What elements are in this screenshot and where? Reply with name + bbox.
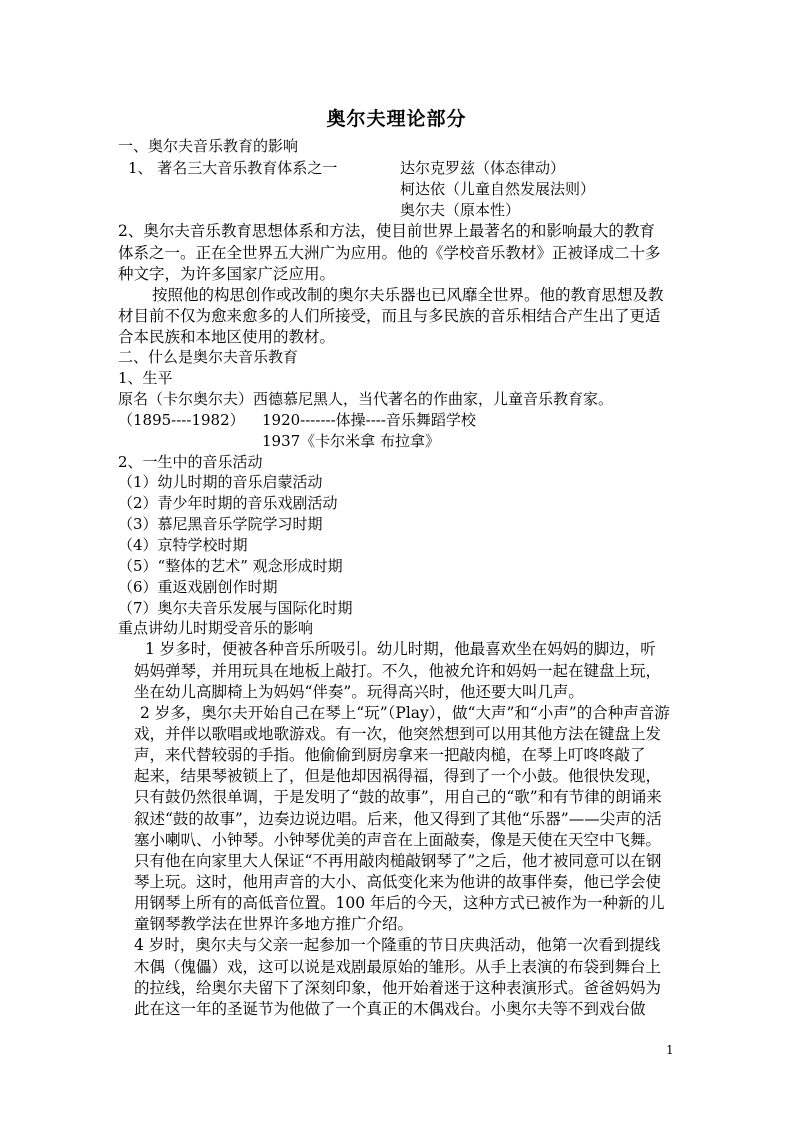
para-age2-line: 用钢琴上所有的高低音位置。100 年后的今天，这种方式已被作为一种新的儿 (134, 894, 665, 912)
para2-line: 种文字，为许多国家广泛应用。 (118, 265, 336, 283)
page-title: 奥尔夫理论部分 (326, 108, 467, 130)
birth-death-years: （1895----1982） (118, 411, 245, 429)
para-age2-line: 塞小喇叭、小钟琴。小钟琴优美的声音在上面敲奏，像是天使在天空中飞舞。 (134, 831, 662, 849)
para-age1-line: 妈妈弹琴，并用玩具在地板上敲打。不久，他被允许和妈妈一起在键盘上玩， (134, 662, 662, 680)
para-age2-line: 琴上玩。这时，他用声音的大小、高低变化来为他讲的故事伴奏，他已学会使 (134, 873, 662, 891)
event-1937: 1937《卡尔米拿 布拉拿》 (262, 432, 440, 450)
para-age4-line: 木偶（傀儡）戏，这可以说是戏剧最原始的雏形。从手上表演的布袋到舞台上 (134, 958, 662, 976)
para3-line: 材目前不仅为愈来愈多的人们所接受，而且与多民族的音乐相结合产生出了更适 (118, 307, 661, 325)
activity-item: （2）青少年时期的音乐戏剧活动 (118, 494, 338, 512)
para-age2-line: 声，来代替较弱的手指。他偷偷到厨房拿来一把敲肉槌，在琴上叮咚咚敲了 (134, 746, 646, 764)
system-kodaly: 柯达依（儿童自然发展法则） (400, 180, 596, 198)
para-age2-line: 叙述“鼓的故事”，边奏边说边唱。后来，他又得到了其他“乐器”——尖声的活 (134, 810, 662, 828)
system-orff: 奥尔夫（原本性） (400, 201, 521, 219)
section2-sub1: 1、生平 (118, 369, 173, 387)
section2-sub2: 2、一生中的音乐活动 (118, 453, 263, 471)
para-age4-line: 4 岁时，奥尔夫与父亲一起参加一个隆重的节日庆典活动，他第一次看到提线 (134, 936, 661, 954)
focus-heading: 重点讲幼儿时期受音乐的影响 (118, 619, 314, 637)
activity-item: （4）京特学校时期 (118, 536, 248, 554)
para-age2-line: 只有他在向家里大人保证“不再用敲肉槌敲钢琴了”之后，他才被同意可以在钢 (134, 852, 662, 870)
para-age1-line: 坐在幼儿高脚椅上为妈妈“伴奏”。玩得高兴时，他还要大叫几声。 (134, 683, 584, 701)
event-1920: 1920-------体操----音乐舞蹈学校 (262, 411, 476, 429)
page-number: 1 (666, 1043, 674, 1057)
activity-item: （6）重返戏剧创作时期 (118, 578, 278, 596)
para-age2-line: 起来，结果琴被锁上了，但是他却因祸得福，得到了一个小鼓。他很快发现， (134, 767, 662, 785)
para-age2-line: 2 岁多，奥尔夫开始自己在琴上“玩”（Play），做“大声”和“小声”的合种声音游 (140, 704, 670, 722)
para-age2-line: 只有鼓仍然很单调，于是发明了“鼓的故事”，用自己的“歌”和有节律的朗诵来 (134, 788, 662, 806)
activity-item: （1）幼儿时期的音乐启蒙活动 (118, 473, 323, 491)
para2-line: 体系之一。正在全世界五大洲广为应用。他的《学校音乐教材》正被译成二十多 (118, 244, 661, 262)
bio-text: 原名（卡尔奥尔夫）西德慕尼黑人，当代著名的作曲家，儿童音乐教育家。 (118, 390, 614, 408)
para-age1-line: 1 岁多时，便被各种音乐所吸引。幼儿时期，他最喜欢坐在妈妈的脚边，听 (145, 640, 656, 658)
activity-item: （5）“整体的艺术” 观念形成时期 (118, 557, 343, 575)
para-age4-line: 此在这一年的圣诞节为他做了一个真正的木偶戏台。小奥尔夫等不到戏台做 (134, 1000, 646, 1018)
activity-item: （7）奥尔夫音乐发展与国际化时期 (118, 599, 353, 617)
activity-item: （3）慕尼黑音乐学院学习时期 (118, 515, 323, 533)
section1-item1-label: 1、 著名三大音乐教育体系之一 (128, 159, 338, 177)
para2-line: 2、奥尔夫音乐教育思想体系和方法，使目前世界上最著名的和影响最大的教育 (118, 222, 655, 240)
para-age4-line: 的拉线，给奥尔夫留下了深刻印象，他开始着迷于这种表演形式。爸爸妈妈为 (134, 979, 662, 997)
system-dalcroze: 达尔克罗兹（体态律动） (400, 159, 566, 177)
para3-line: 合本民族和本地区使用的教材。 (118, 328, 336, 346)
para-age2-line: 戏，并伴以歌唱或地歌游戏。有一次，他突然想到可以用其他方法在键盘上发 (134, 725, 662, 743)
section2-heading: 二、什么是奥尔夫音乐教育 (118, 348, 299, 366)
section1-heading: 一、奥尔夫音乐教育的影响 (118, 137, 299, 155)
para-age2-line: 童钢琴教学法在世界许多地方推广介绍。 (134, 915, 414, 933)
para3-line: 按照他的构思创作或改制的奥尔夫乐器也已风靡全世界。他的教育思想及教 (152, 286, 664, 304)
